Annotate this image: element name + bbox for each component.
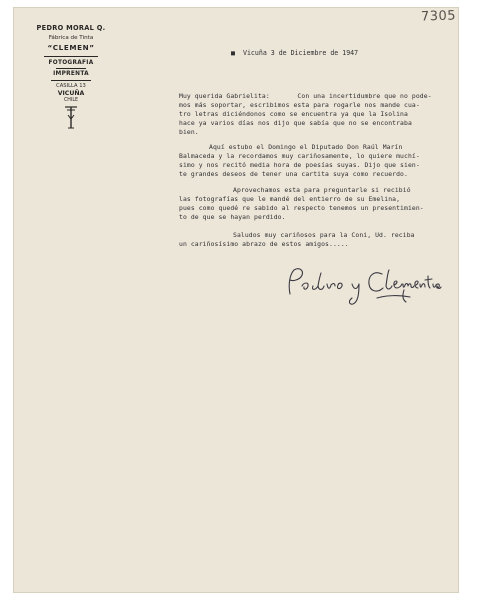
letterhead-country: CHILE xyxy=(63,98,79,103)
body-line: bien. xyxy=(179,128,199,136)
body-line: te grandes deseos de tener una cartita suya como recuerdo. xyxy=(179,170,408,178)
body-line: hace ya varios días nos dijo que sabía que no se encontraba xyxy=(179,119,412,127)
letterhead-service-photography: FOTOGRAFIA xyxy=(48,60,94,66)
archive-number: 7305 xyxy=(420,8,457,25)
body-line: Balmaceda y la recordamos muy cariñosamente, lo quiere muchí- xyxy=(179,152,420,160)
salutation: Muy querida Gabrielita: Con una incertidumbre que no pode- xyxy=(179,92,432,100)
letterhead-service-printing: IMPRENTA xyxy=(53,71,89,77)
letterhead-brand: “CLEMEN” xyxy=(47,43,95,52)
body-line: mos más soportar, escribimos esta para rogarle nos mande cua- xyxy=(179,101,420,109)
letterhead-rule xyxy=(51,80,91,81)
letterhead-rule xyxy=(44,56,98,57)
ornament-mark-icon xyxy=(64,105,78,131)
letter-date xyxy=(231,49,358,57)
date-text: Vicuña 3 de Diciembre de 1947 xyxy=(242,49,359,57)
letterhead-box: CASILLA 13 xyxy=(56,83,86,89)
letterhead-rule-small xyxy=(56,68,86,69)
handwritten-signature xyxy=(282,264,442,308)
body-line: un cariñosísimo abrazo de estos amigos..... xyxy=(179,240,349,248)
body-line: Saludos muy cariñosos para la Coni, Ud. reciba xyxy=(233,231,415,239)
letterhead-business: Fábrica de Tinta xyxy=(48,35,94,41)
letterhead xyxy=(24,24,118,131)
letterhead-name: PEDRO MORAL Q. xyxy=(36,24,106,32)
letterhead-city: VICUÑA xyxy=(57,90,85,97)
body-line: simo y nos recitó media hora de poesías suyas. Dijo que sien- xyxy=(179,161,420,169)
body-line: to de que se hayan perdido. xyxy=(179,213,286,221)
body-line: pues como quedé re sabido al respecto tenemos un presentimien- xyxy=(179,204,424,212)
bullet-icon: ■ xyxy=(231,49,235,57)
body-line: las fotografías que le mandé del entierro de su Emelina, xyxy=(179,195,401,203)
body-line: Aquí estubo el Domingo el Diputado Don Raúl Marín xyxy=(209,143,403,151)
body-line: Aprovechamos esta para preguntarle si recibió xyxy=(233,186,411,194)
body-line: tro letras diciéndonos como se encuentra ya que la Isolina xyxy=(179,110,408,118)
